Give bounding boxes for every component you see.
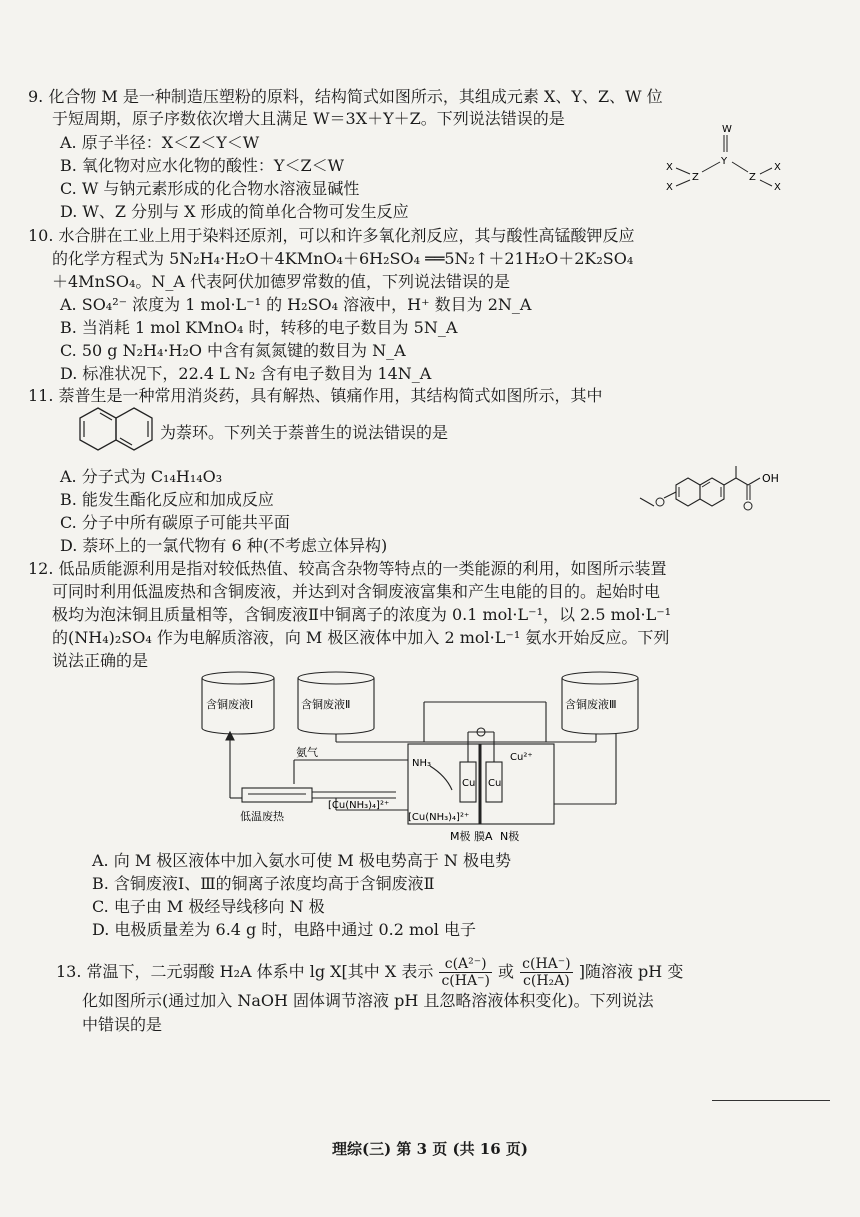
ammonia-label: 氨气	[296, 746, 318, 759]
n-electrode-label: N极	[500, 830, 520, 843]
q11-option-c: C. 分子中所有碳原子可能共平面	[60, 513, 290, 532]
fraction-2-numerator: c(HA⁻)	[522, 956, 571, 972]
struct-y: Y	[721, 156, 728, 167]
struct-x1: X	[666, 162, 673, 173]
q12-apparatus-diagram	[196, 668, 666, 848]
tank1-label: 含铜废液Ⅰ	[206, 698, 254, 711]
q12-stem-line5: 说法正确的是	[52, 651, 149, 670]
q12-option-b: B. 含铜废液Ⅰ、Ⅲ的铜离子浓度均高于含铜废液Ⅱ	[92, 874, 435, 893]
struct-x3: X	[774, 162, 781, 173]
fraction-2	[520, 956, 572, 989]
nh3-label: NH₃	[412, 758, 432, 769]
q11-option-a: A. 分子式为 C₁₄H₁₄O₃	[60, 467, 223, 486]
q9-option-c: C. W 与钠元素形成的化合物水溶液显碱性	[60, 179, 360, 198]
fraction-2-denominator: c(H₂A)	[523, 973, 570, 989]
q10-option-d: D. 标准状况下，22.4 L N₂ 含有电子数目为 14N_A	[60, 364, 432, 383]
naproxen-structure-diagram	[636, 458, 816, 522]
q9-option-d: D. W、Z 分别与 X 形成的简单化合物可发生反应	[60, 202, 409, 221]
cu2-label: Cu²⁺	[510, 752, 533, 763]
q13-or: 或	[498, 962, 515, 981]
q11-stem-line1: 11. 萘普生是一种常用消炎药，具有解热、镇痛作用，其结构简式如图所示，其中	[28, 386, 603, 405]
fraction-1	[439, 956, 491, 989]
q12-stem-line2: 可同时利用低温废热和含铜废液，并达到对含铜废液富集和产生电能的目的。起始时电	[52, 582, 661, 601]
q10-stem-line1: 10. 水合肼在工业上用于染料还原剂，可以和许多氧化剂反应，其与酸性高锰酸钾反应	[28, 226, 635, 245]
q12-option-c: C. 电子由 M 极经导线移向 N 极	[92, 897, 325, 916]
q12-option-d: D. 电极质量差为 6.4 g 时，电路中通过 0.2 mol 电子	[92, 920, 477, 939]
q12-stem-line3: 极均为泡沫铜且质量相等，含铜废液Ⅱ中铜离子的浓度为 0.1 mol·L⁻¹，以 2.5 mol·L⁻¹	[52, 605, 672, 624]
naphthalene-ring-diagram	[78, 405, 160, 459]
q12-stem-line1: 12. 低品质能源利用是指对较低热值、较高含杂物等特点的一类能源的利用，如图所示装置	[28, 559, 667, 578]
struct-x4: X	[774, 182, 781, 193]
q11-option-b: B. 能发生酯化反应和加成反应	[60, 490, 274, 509]
q12-option-a: A. 向 M 极区液体中加入氨水可使 M 极电势高于 N 极电势	[92, 851, 512, 870]
oh-label: OH	[762, 472, 779, 485]
page-footer: 理综(三) 第 3 页 (共 16 页)	[331, 1140, 529, 1158]
q9-stem-line2: 于短周期，原子序数依次增大且满足 W＝3X＋Y＋Z。下列说法错误的是	[52, 109, 565, 128]
tank2-label: 含铜废液Ⅱ	[301, 698, 351, 711]
cu-right-label: Cu	[488, 778, 502, 789]
q13-stem-part1: 13. 常温下，二元弱酸 H₂A 体系中 lg X[其中 X 表示	[56, 962, 434, 981]
q10-stem-line2: 的化学方程式为 5N₂H₄·H₂O＋4KMnO₄＋6H₂SO₄ ══5N₂↑＋21H₂O＋2K₂SO₄	[52, 249, 634, 268]
fraction-1-numerator: c(A²⁻)	[439, 956, 491, 973]
heat-label: 低温废热	[240, 810, 284, 823]
tank3-label: 含铜废液Ⅲ	[565, 698, 617, 711]
q9-option-b: B. 氧化物对应水化物的酸性：Y＜Z＜W	[60, 156, 345, 175]
complex-label-cell: [Cu(NH₃)₄]²⁺	[408, 812, 470, 823]
q13-stem-line2: 化如图所示(通过加入 NaOH 固体调节溶液 pH 且忽略溶液体积变化)。下列说法	[82, 991, 654, 1010]
m-electrode-label: M极	[450, 830, 471, 843]
footer-rule	[712, 1100, 830, 1101]
q13-stem-line1	[56, 956, 683, 989]
cu-left-label: Cu	[462, 778, 476, 789]
q13-stem-line3: 中错误的是	[82, 1015, 163, 1034]
q13-stem-part2: ]随溶液 pH 变	[578, 962, 684, 981]
struct-w: W	[722, 124, 732, 135]
fraction-1-denominator: c(HA⁻)	[441, 973, 490, 989]
q10-option-c: C. 50 g N₂H₄·H₂O 中含有氮氮键的数目为 N_A	[60, 341, 406, 360]
q9-option-a: A. 原子半径：X＜Z＜Y＜W	[60, 133, 260, 152]
q11-option-d: D. 萘环上的一氯代物有 6 种(不考虑立体异构)	[60, 536, 388, 555]
struct-z-left: Z	[692, 172, 699, 183]
q11-stem-line2: 为萘环。下列关于萘普生的说法错误的是	[160, 423, 449, 442]
struct-x2: X	[666, 182, 673, 193]
q9-stem-line1: 9. 化合物 M 是一种制造压塑粉的原料，结构简式如图所示，其组成元素 X、Y、Z、W 位	[28, 87, 663, 106]
q10-option-b: B. 当消耗 1 mol KMnO₄ 时，转移的电子数目为 5N_A	[60, 318, 458, 337]
struct-z-right: Z	[749, 172, 756, 183]
complex-label-left: [Cu(NH₃)₄]²⁺	[328, 800, 390, 811]
membrane-label: 膜A	[474, 830, 493, 843]
q9-structure-diagram	[660, 122, 790, 194]
q12-stem-line4: 的(NH₄)₂SO₄ 作为电解质溶液，向 M 极区液体中加入 2 mol·L⁻¹ 氨水开始反应。下列	[52, 628, 670, 647]
q10-option-a: A. SO₄²⁻ 浓度为 1 mol·L⁻¹ 的 H₂SO₄ 溶液中，H⁺ 数目为 2N_A	[60, 295, 532, 314]
q10-stem-line3: ＋4MnSO₄。N_A 代表阿伏加德罗常数的值，下列说法错误的是	[52, 272, 511, 291]
